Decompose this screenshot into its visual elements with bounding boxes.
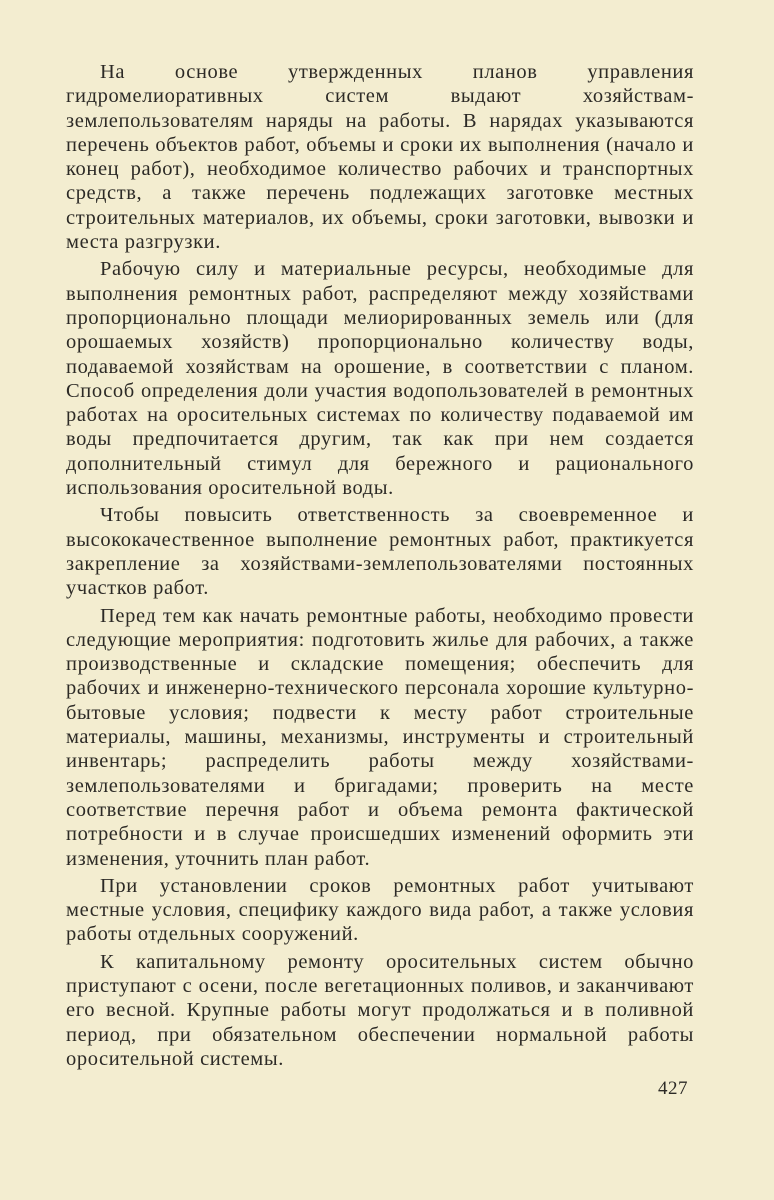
paragraph-labor-distribution: Рабочую силу и материальные ресурсы, необходимые для выполнения ремонтных работ, распределяют между хозяйствами пропорционально площади мелиорированных земель или (для орошаемых хозяйств) пропорционально количеству воды, подаваемой хозяйствам на орошение, в соответствии с планом. Способ определения доли участия водопользователей в ремонтных работах на оросительных системах по количеству подаваемой им воды предпочитается другим, так как при нем создается дополнительный стимул для бережного и рационального использования оросительной воды. bbox=[66, 258, 694, 500]
body-text bbox=[66, 60, 694, 1071]
page-number: 427 bbox=[658, 1078, 688, 1099]
paragraph-responsibility: Чтобы повысить ответственность за своевременное и высококачественное выполнение ремонтных работ, практикуется закрепление за хозяйствами-землепользователями постоянных участков работ. bbox=[66, 504, 694, 600]
paragraph-capital-repair: К капитальному ремонту оросительных систем обычно приступают с осени, после вегетационных поливов, и заканчивают его весной. Крупные работы могут продолжаться и в поливной период, при обязательном обеспечении нормальной работы оросительной системы. bbox=[66, 950, 694, 1070]
paragraph-deadlines: При установлении сроков ремонтных работ учитывают местные условия, специфику каждого вида работ, а также условия работы отдельных сооружений. bbox=[66, 874, 694, 946]
paragraph-work-orders: На основе утвержденных планов управления гидромелиоративных систем выдают хозяйствам-землепользователям наряды на работы. В нарядах указываются перечень объектов работ, объемы и сроки их выполнения (начало и конец работ), необходимое количество рабочих и транспортных средств, а также перечень подлежащих заготовке местных строительных материалов, их объемы, сроки заготовки, вывозки и места разгрузки. bbox=[66, 61, 694, 254]
paragraph-preparation: Перед тем как начать ремонтные работы, необходимо провести следующие мероприятия: подготовить жилье для рабочих, а также производственные и складские помещения; обеспечить для рабочих и инженерно-технического персонала хорошие культурно-бытовые условия; подвести к месту работ строительные материалы, машины, механизмы, инструменты и строительный инвентарь; распределить работы между хозяйствами-землепользователями и бригадами; проверить на месте соответствие перечня работ и объема ремонта фактической потребности и в случае происшедших изменений оформить эти изменения, уточнить план работ. bbox=[66, 604, 694, 870]
